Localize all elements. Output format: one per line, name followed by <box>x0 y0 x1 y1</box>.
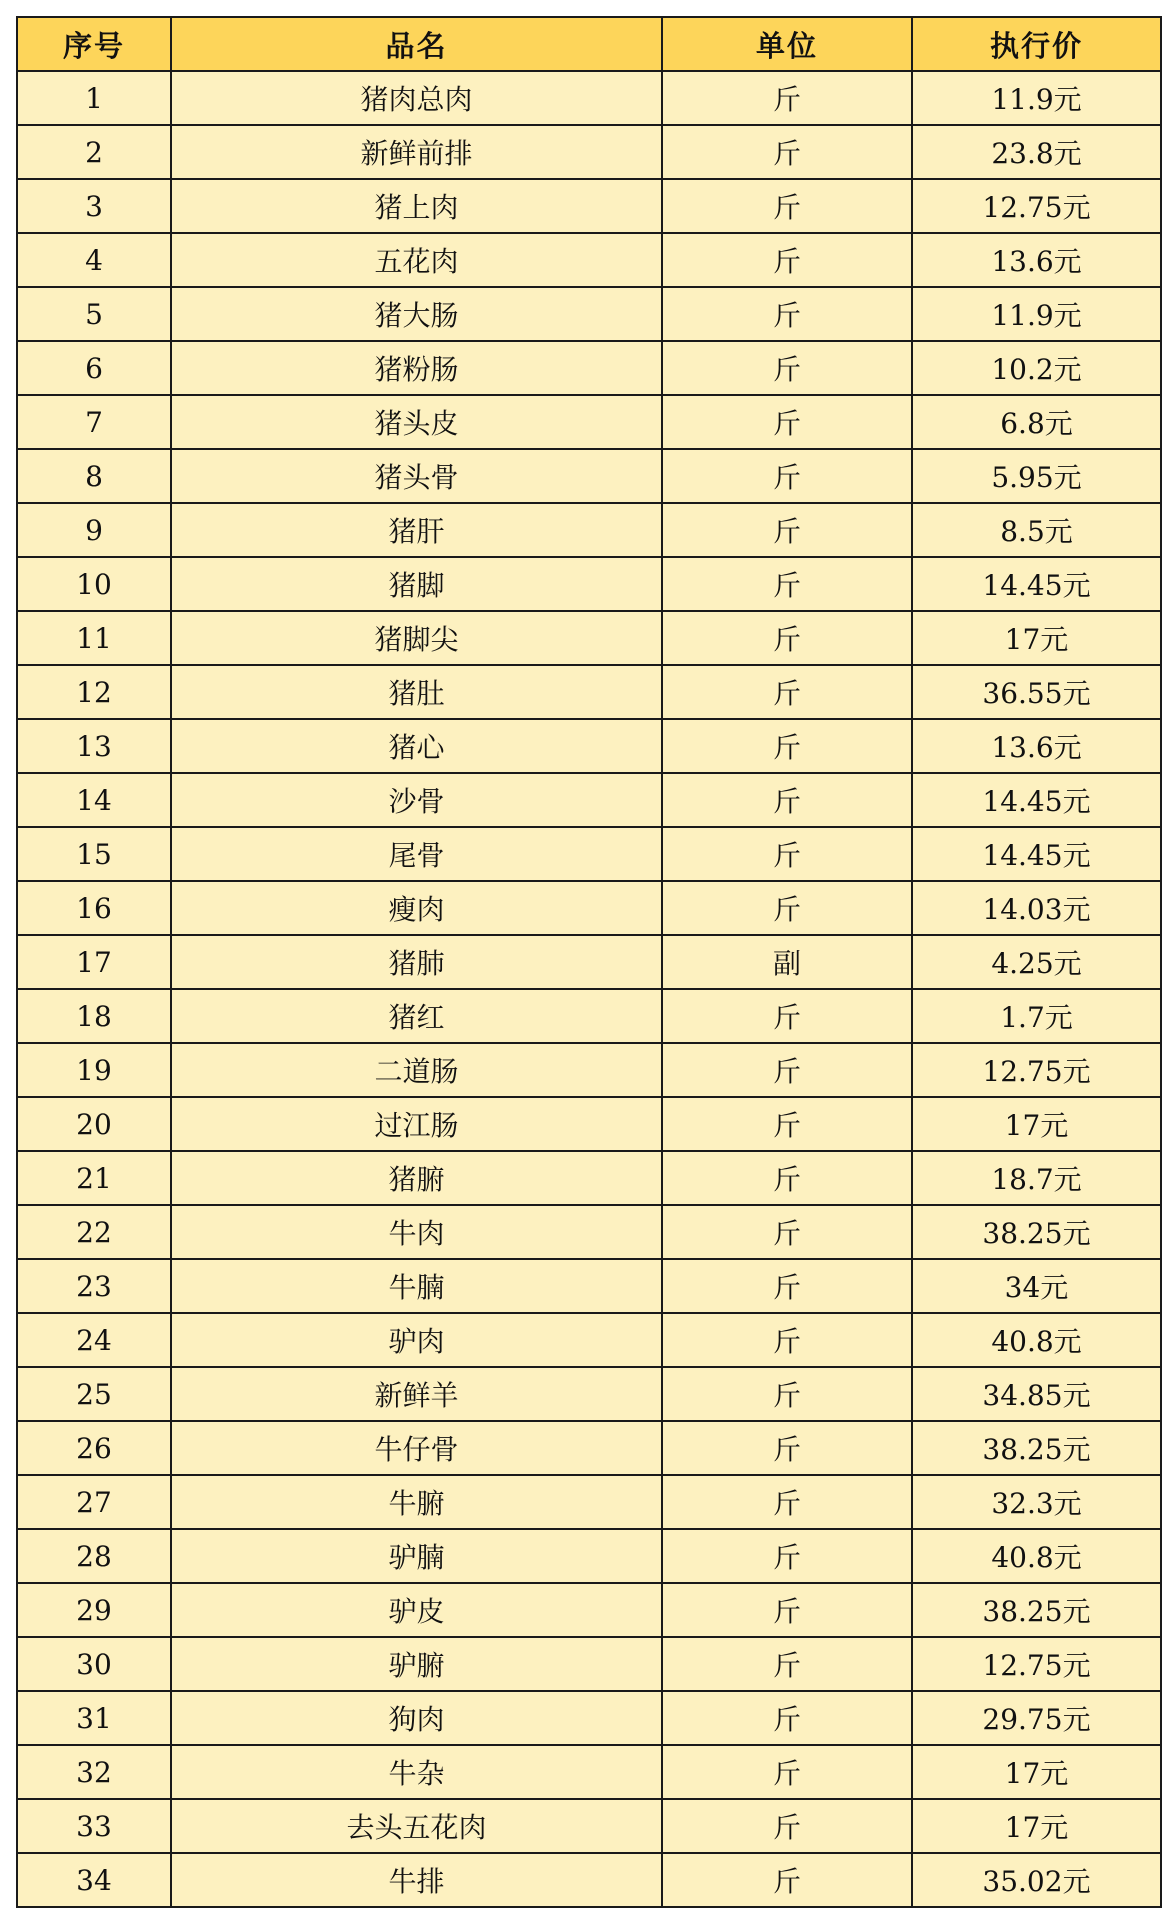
price-cell: 36.55元 <box>912 665 1161 719</box>
header-unit: 单位 <box>662 17 912 71</box>
price-cell: 12.75元 <box>912 1043 1161 1097</box>
table-row <box>17 1259 1161 1313</box>
item-name-cell: 牛杂 <box>171 1745 662 1799</box>
unit-cell: 斤 <box>662 611 912 665</box>
price-cell: 8.5元 <box>912 503 1161 557</box>
item-name-cell: 牛腩 <box>171 1259 662 1313</box>
price-cell: 14.45元 <box>912 773 1161 827</box>
price-cell: 10.2元 <box>912 341 1161 395</box>
header-item-name: 品名 <box>171 17 662 71</box>
unit-cell: 斤 <box>662 1421 912 1475</box>
price-cell: 18.7元 <box>912 1151 1161 1205</box>
row-index-cell: 1 <box>17 71 171 125</box>
row-index-cell: 6 <box>17 341 171 395</box>
table-row <box>17 1205 1161 1259</box>
unit-cell: 斤 <box>662 503 912 557</box>
item-name-cell: 猪粉肠 <box>171 341 662 395</box>
price-cell: 5.95元 <box>912 449 1161 503</box>
unit-cell: 斤 <box>662 125 912 179</box>
row-index-cell: 16 <box>17 881 171 935</box>
price-cell: 38.25元 <box>912 1421 1161 1475</box>
item-name-cell: 二道肠 <box>171 1043 662 1097</box>
unit-cell: 斤 <box>662 665 912 719</box>
unit-cell: 斤 <box>662 71 912 125</box>
row-index-cell: 23 <box>17 1259 171 1313</box>
price-cell: 11.9元 <box>912 71 1161 125</box>
price-table <box>16 16 1162 1908</box>
item-name-cell: 猪大肠 <box>171 287 662 341</box>
row-index-cell: 10 <box>17 557 171 611</box>
item-name-cell: 猪脚 <box>171 557 662 611</box>
price-cell: 6.8元 <box>912 395 1161 449</box>
price-cell: 17元 <box>912 611 1161 665</box>
row-index-cell: 20 <box>17 1097 171 1151</box>
table-row <box>17 1637 1161 1691</box>
item-name-cell: 猪头骨 <box>171 449 662 503</box>
price-cell: 35.02元 <box>912 1853 1161 1907</box>
item-name-cell: 猪肚 <box>171 665 662 719</box>
header-price: 执行价 <box>912 17 1161 71</box>
row-index-cell: 32 <box>17 1745 171 1799</box>
table-row <box>17 1853 1161 1907</box>
item-name-cell: 沙骨 <box>171 773 662 827</box>
unit-cell: 斤 <box>662 1367 912 1421</box>
row-index-cell: 30 <box>17 1637 171 1691</box>
row-index-cell: 34 <box>17 1853 171 1907</box>
table-row <box>17 719 1161 773</box>
unit-cell: 斤 <box>662 1745 912 1799</box>
table-row <box>17 1367 1161 1421</box>
row-index-cell: 9 <box>17 503 171 557</box>
row-index-cell: 8 <box>17 449 171 503</box>
table-row <box>17 1313 1161 1367</box>
item-name-cell: 驴腑 <box>171 1637 662 1691</box>
price-cell: 4.25元 <box>912 935 1161 989</box>
item-name-cell: 猪红 <box>171 989 662 1043</box>
unit-cell: 斤 <box>662 1475 912 1529</box>
row-index-cell: 21 <box>17 1151 171 1205</box>
unit-cell: 斤 <box>662 395 912 449</box>
price-cell: 29.75元 <box>912 1691 1161 1745</box>
table-row <box>17 287 1161 341</box>
price-cell: 1.7元 <box>912 989 1161 1043</box>
row-index-cell: 18 <box>17 989 171 1043</box>
table-body <box>17 71 1161 1907</box>
price-cell: 17元 <box>912 1799 1161 1853</box>
table-row <box>17 233 1161 287</box>
table-row <box>17 827 1161 881</box>
row-index-cell: 2 <box>17 125 171 179</box>
table-row <box>17 773 1161 827</box>
row-index-cell: 25 <box>17 1367 171 1421</box>
unit-cell: 斤 <box>662 881 912 935</box>
price-cell: 14.45元 <box>912 827 1161 881</box>
price-cell: 14.45元 <box>912 557 1161 611</box>
row-index-cell: 24 <box>17 1313 171 1367</box>
header-index: 序号 <box>17 17 171 71</box>
row-index-cell: 29 <box>17 1583 171 1637</box>
unit-cell: 斤 <box>662 1529 912 1583</box>
table-row <box>17 449 1161 503</box>
unit-cell: 斤 <box>662 449 912 503</box>
item-name-cell: 瘦肉 <box>171 881 662 935</box>
price-cell: 38.25元 <box>912 1205 1161 1259</box>
table-row <box>17 1151 1161 1205</box>
unit-cell: 斤 <box>662 1205 912 1259</box>
unit-cell: 副 <box>662 935 912 989</box>
price-cell: 11.9元 <box>912 287 1161 341</box>
table-row <box>17 1799 1161 1853</box>
item-name-cell: 猪腑 <box>171 1151 662 1205</box>
row-index-cell: 4 <box>17 233 171 287</box>
table-row <box>17 1043 1161 1097</box>
row-index-cell: 33 <box>17 1799 171 1853</box>
table-row <box>17 1421 1161 1475</box>
table-row <box>17 1475 1161 1529</box>
table-row <box>17 881 1161 935</box>
item-name-cell: 猪上肉 <box>171 179 662 233</box>
price-cell: 40.8元 <box>912 1529 1161 1583</box>
price-cell: 12.75元 <box>912 1637 1161 1691</box>
item-name-cell: 猪头皮 <box>171 395 662 449</box>
table-row <box>17 989 1161 1043</box>
unit-cell: 斤 <box>662 1799 912 1853</box>
row-index-cell: 7 <box>17 395 171 449</box>
table-row <box>17 341 1161 395</box>
table-row <box>17 71 1161 125</box>
table-row <box>17 557 1161 611</box>
item-name-cell: 猪肉总肉 <box>171 71 662 125</box>
item-name-cell: 牛仔骨 <box>171 1421 662 1475</box>
item-name-cell: 猪脚尖 <box>171 611 662 665</box>
table-row <box>17 503 1161 557</box>
item-name-cell: 牛肉 <box>171 1205 662 1259</box>
row-index-cell: 3 <box>17 179 171 233</box>
item-name-cell: 新鲜前排 <box>171 125 662 179</box>
item-name-cell: 猪心 <box>171 719 662 773</box>
row-index-cell: 17 <box>17 935 171 989</box>
unit-cell: 斤 <box>662 719 912 773</box>
item-name-cell: 过江肠 <box>171 1097 662 1151</box>
table-row <box>17 1691 1161 1745</box>
table-row <box>17 611 1161 665</box>
unit-cell: 斤 <box>662 341 912 395</box>
table-row <box>17 665 1161 719</box>
price-cell: 32.3元 <box>912 1475 1161 1529</box>
unit-cell: 斤 <box>662 1313 912 1367</box>
row-index-cell: 5 <box>17 287 171 341</box>
row-index-cell: 22 <box>17 1205 171 1259</box>
item-name-cell: 狗肉 <box>171 1691 662 1745</box>
table-row <box>17 1745 1161 1799</box>
table-row <box>17 935 1161 989</box>
item-name-cell: 驴腩 <box>171 1529 662 1583</box>
unit-cell: 斤 <box>662 1151 912 1205</box>
item-name-cell: 五花肉 <box>171 233 662 287</box>
item-name-cell: 新鲜羊 <box>171 1367 662 1421</box>
item-name-cell: 猪肺 <box>171 935 662 989</box>
price-cell: 13.6元 <box>912 719 1161 773</box>
price-cell: 12.75元 <box>912 179 1161 233</box>
unit-cell: 斤 <box>662 1043 912 1097</box>
item-name-cell: 尾骨 <box>171 827 662 881</box>
unit-cell: 斤 <box>662 1097 912 1151</box>
unit-cell: 斤 <box>662 287 912 341</box>
row-index-cell: 26 <box>17 1421 171 1475</box>
row-index-cell: 31 <box>17 1691 171 1745</box>
unit-cell: 斤 <box>662 557 912 611</box>
table-row <box>17 1583 1161 1637</box>
unit-cell: 斤 <box>662 989 912 1043</box>
table-row <box>17 1097 1161 1151</box>
item-name-cell: 猪肝 <box>171 503 662 557</box>
row-index-cell: 15 <box>17 827 171 881</box>
unit-cell: 斤 <box>662 1691 912 1745</box>
table-row <box>17 125 1161 179</box>
price-cell: 38.25元 <box>912 1583 1161 1637</box>
item-name-cell: 去头五花肉 <box>171 1799 662 1853</box>
row-index-cell: 14 <box>17 773 171 827</box>
header-row <box>17 17 1161 71</box>
row-index-cell: 19 <box>17 1043 171 1097</box>
item-name-cell: 牛腑 <box>171 1475 662 1529</box>
price-cell: 34.85元 <box>912 1367 1161 1421</box>
price-cell: 23.8元 <box>912 125 1161 179</box>
unit-cell: 斤 <box>662 233 912 287</box>
unit-cell: 斤 <box>662 1583 912 1637</box>
price-cell: 34元 <box>912 1259 1161 1313</box>
unit-cell: 斤 <box>662 179 912 233</box>
price-cell: 17元 <box>912 1745 1161 1799</box>
item-name-cell: 驴肉 <box>171 1313 662 1367</box>
table-row <box>17 1529 1161 1583</box>
item-name-cell: 牛排 <box>171 1853 662 1907</box>
price-cell: 17元 <box>912 1097 1161 1151</box>
row-index-cell: 27 <box>17 1475 171 1529</box>
unit-cell: 斤 <box>662 1637 912 1691</box>
row-index-cell: 11 <box>17 611 171 665</box>
row-index-cell: 12 <box>17 665 171 719</box>
unit-cell: 斤 <box>662 1853 912 1907</box>
item-name-cell: 驴皮 <box>171 1583 662 1637</box>
price-cell: 14.03元 <box>912 881 1161 935</box>
unit-cell: 斤 <box>662 773 912 827</box>
row-index-cell: 13 <box>17 719 171 773</box>
row-index-cell: 28 <box>17 1529 171 1583</box>
price-cell: 13.6元 <box>912 233 1161 287</box>
unit-cell: 斤 <box>662 827 912 881</box>
price-cell: 40.8元 <box>912 1313 1161 1367</box>
table-row <box>17 395 1161 449</box>
unit-cell: 斤 <box>662 1259 912 1313</box>
table-row <box>17 179 1161 233</box>
